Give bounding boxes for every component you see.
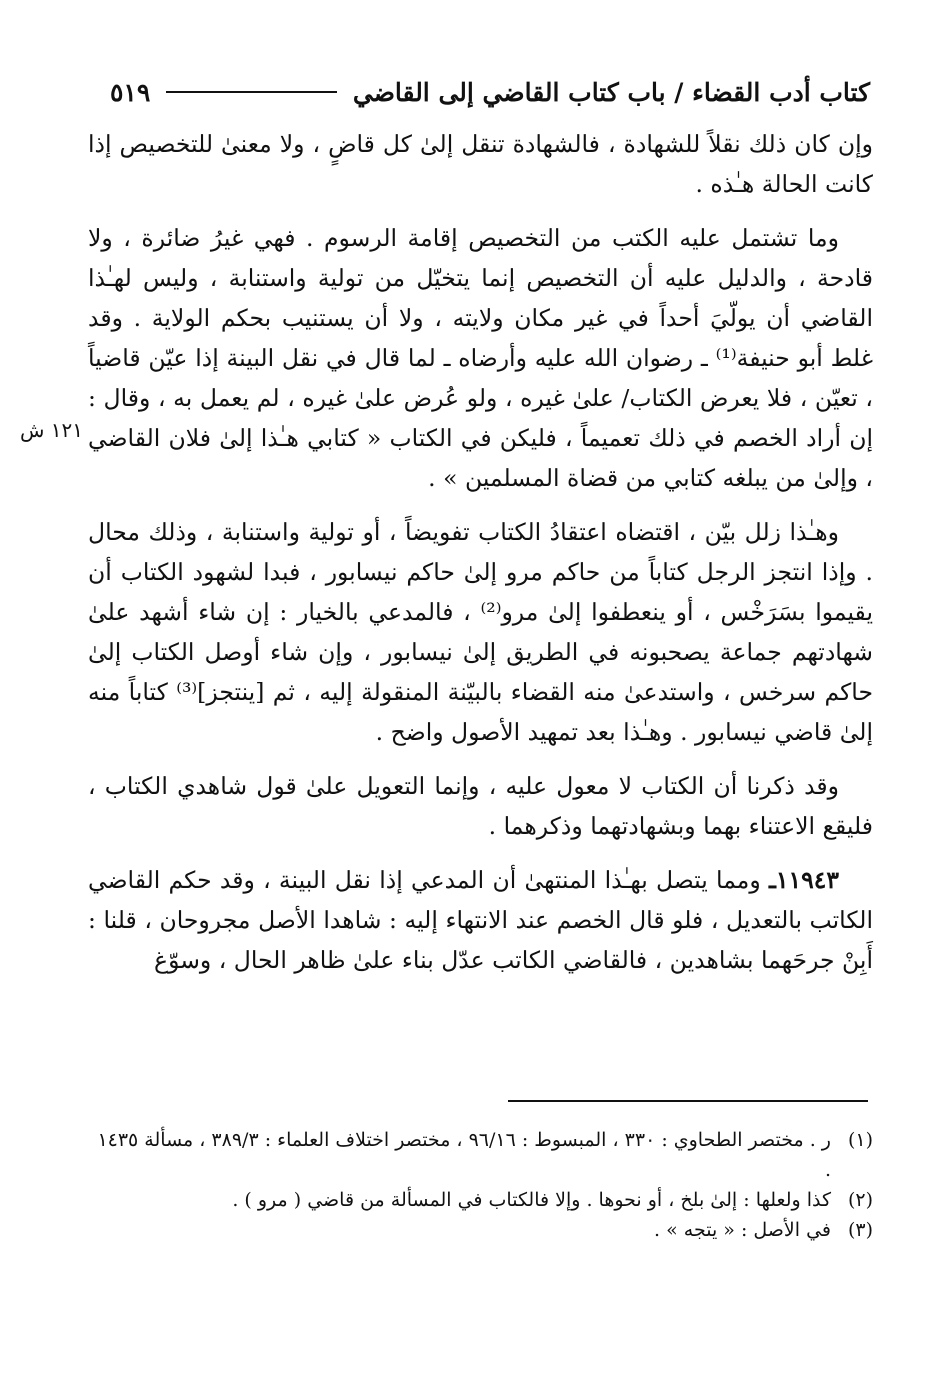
paragraph-5 xyxy=(88,860,873,980)
header-rule xyxy=(166,91,337,93)
footnote-number: (٢) xyxy=(847,1189,873,1211)
paragraph-4: وقد ذكرنا أن الكتاب لا معول عليه ، وإنما التعويل علىٰ قول شاهدي الكتاب ، فليقع الاعتناء بهما وبشهادتهما وذكرهما . xyxy=(88,772,873,840)
footnote-number: (١) xyxy=(847,1129,873,1151)
footnotes xyxy=(95,1125,873,1245)
page-number: ٥١٩ xyxy=(110,77,151,107)
footnote-text: في الأصل : « يتجه » . xyxy=(654,1219,831,1241)
footnote-text: ر . مختصر الطحاوي : ٣٣٠ ، المبسوط : ٩٦/١٦ ، مختصر اختلاف العلماء : ٣٨٩/٣ ، مسألة ١٤٣٥ . xyxy=(97,1129,831,1181)
main-text xyxy=(88,124,873,980)
paragraph-1: وإن كان ذلك نقلاً للشهادة ، فالشهادة تنقل إلىٰ كل قاضٍ ، ولا معنىٰ للتخصيص إذا كانت الحالة هـٰذه . xyxy=(88,130,873,198)
footnote-separator xyxy=(508,1100,868,1102)
paragraph-2: وما تشتمل عليه الكتب من التخصيص إقامة الرسوم . فهي غيرُ ضائرة ، ولا قادحة ، والدليل عليه أن التخصيص إنما يتخيّل من تولية واستنابة ، وليس لهـٰذا القاضي أن يولّيَ أحداً في غير مكان ولايته ، ولا أن يستنيب بحكم الولاية . وقد غلط أبو حنيفة⁽¹⁾ ـ رضوان الله عليه وأرضاه ـ لما قال في نقل البينة إذا عيّن قاضياً ، تعيّن ، فلا يعرض الكتاب/ علىٰ غيره ، ولو عُرض علىٰ غيره ، لم يعمل به ، وقال : إن أراد الخصم في ذلك تعميماً ، فليكن في الكتاب « كتابي هـٰذا إلىٰ فلان القاضي ، وإلىٰ من يبلغه كتابي من قضاة المسلمين » . xyxy=(88,224,873,492)
chapter-title: كتاب أدب القضاء / باب كتاب القاضي إلى القاضي xyxy=(352,77,870,107)
paragraph-3: وهـٰذا زلل بيّن ، اقتضاه اعتقادُ الكتاب تفويضاً ، أو تولية واستنابة ، وذلك محال . وإذا انتجز الرجل كتاباً من حاكم مرو إلىٰ حاكم نيسابور ، فبدا لشهود الكتاب أن يقيموا بسَرَخْس ، أو ينعطفوا إلىٰ مرو⁽²⁾ ، فالمدعي بالخيار : إن شاء أشهد علىٰ شهادتهم جماعة يصحبونه في الطريق إلىٰ نيسابور ، وإن شاء أوصل الكتاب إلىٰ حاكم سرخس ، واستدعىٰ منه القضاء بالبيّنة المنقولة إليه ، ثم [ينتجز]⁽³⁾ كتاباً منه إلىٰ قاضي نيسابور . وهـٰذا بعد تمهيد الأصول واضح . xyxy=(88,518,873,746)
margin-folio-note: ١٢١ ش xyxy=(20,418,84,442)
footnote-number: (٣) xyxy=(847,1219,873,1241)
issue-number: ١١٩٤٣ـ xyxy=(768,866,839,894)
running-header xyxy=(110,72,870,112)
footnote-text: كذا ولعلها : إلىٰ بلخ ، أو نحوها . وإلا فالكتاب في المسألة من قاضي ( مرو ) . xyxy=(232,1189,831,1211)
footnote xyxy=(95,1215,873,1245)
paragraph-5-text: ومما يتصل بهـٰذا المنتهىٰ أن المدعي إذا نقل البينة ، وقد حكم القاضي الكاتب بالتعديل ، فلو قال الخصم عند الانتهاء إليه : شاهدا الأصل مجروحان ، قلنا : أَبِنْ جرحَهما بشاهدين ، فالقاضي الكاتب عدّل بناء علىٰ ظاهر الحال ، وسوّغ xyxy=(88,866,873,974)
footnote xyxy=(95,1125,873,1185)
footnote xyxy=(95,1185,873,1215)
